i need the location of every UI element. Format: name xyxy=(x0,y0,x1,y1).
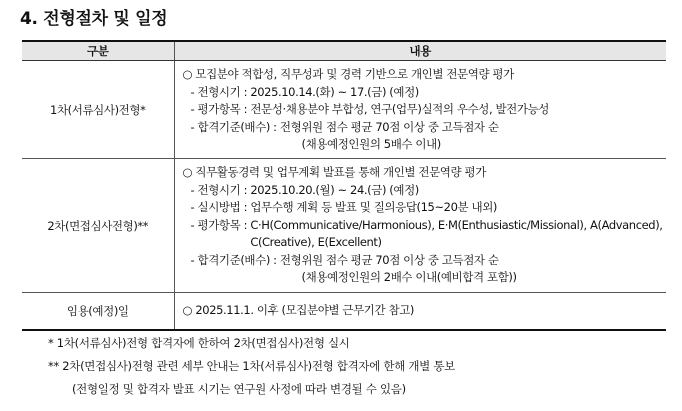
footnote: ** 2차(면접심사)전형 관련 세부 안내는 1차(서류심사)전형 합격자에 한해 개별 통보 xyxy=(48,359,455,373)
category-cell: 임용(예정)일 xyxy=(22,293,174,330)
content-item: - 합격기준(배수) : 전형위원 점수 평균 70점 이상 중 고득점자 순 xyxy=(190,119,499,134)
section-title: 4. 전형절차 및 일정 xyxy=(20,9,168,29)
content-item: - 전형시기 : 2025.10.20.(월) ~ 24.(금) (예정) xyxy=(190,182,419,197)
footnote: * 1차(서류심사)전형 합격자에 한하여 2차(면접심사)전형 실시 xyxy=(48,336,350,350)
content-lead: ○ 2025.11.1. 이후 (모집분야별 근무기간 참고) xyxy=(182,303,414,317)
content-item-evaluation xyxy=(183,217,665,252)
selection-schedule-table xyxy=(22,40,666,331)
evaluation-label: - 평가항목 : xyxy=(190,217,251,232)
content-cell xyxy=(174,159,666,293)
header-content: 내용 xyxy=(174,41,666,61)
content-item-note: (채용예정인원의 5배수 이내) xyxy=(301,137,441,151)
content-item: - 평가항목 : 전문성·채용분야 부합성, 연구(업무)실적의 우수성, 발전가능성 xyxy=(190,102,550,116)
content-item-note: (채용예정인원의 2배수 이내(예비합격 포함)) xyxy=(301,270,517,284)
category-cell: 1차(서류심사)전형* xyxy=(22,61,174,159)
table-row-appointment xyxy=(22,293,666,330)
table-row-interview xyxy=(22,159,666,293)
content-cell xyxy=(174,293,666,330)
content-cell xyxy=(174,61,666,159)
content-lead: ○ 모집분야 적합성, 직무성과 및 경력 기반으로 개인별 전문역량 평가 xyxy=(182,67,514,81)
footnote-continuation: (전형일정 및 합격자 발표 시기는 연구원 사정에 따라 변경될 수 있음) xyxy=(72,382,406,396)
content-item: - 전형시기 : 2025.10.14.(화) ~ 17.(금) (예정) xyxy=(190,84,419,99)
footnotes xyxy=(48,332,455,401)
content-item: - 실시방법 : 업무수행 계획 등 발표 및 질의응답(15~20분 내외) xyxy=(190,200,497,214)
table-row-document-screening xyxy=(22,61,666,159)
table-header-row xyxy=(22,41,666,61)
content-item: - 합격기준(배수) : 전형위원 점수 평균 70점 이상 중 고득점자 순 xyxy=(190,252,499,267)
header-category: 구분 xyxy=(22,41,174,61)
evaluation-criteria: C·H(Communicative/Harmonious), E·M(Enthusiastic/Missional), A(Advanced), C(Creative), E(Excellent) xyxy=(250,217,663,249)
content-lead: ○ 직무활동경력 및 업무계획 발표를 통해 개인별 전문역량 평가 xyxy=(182,165,486,179)
category-cell: 2차(면접심사전형)** xyxy=(22,159,174,293)
